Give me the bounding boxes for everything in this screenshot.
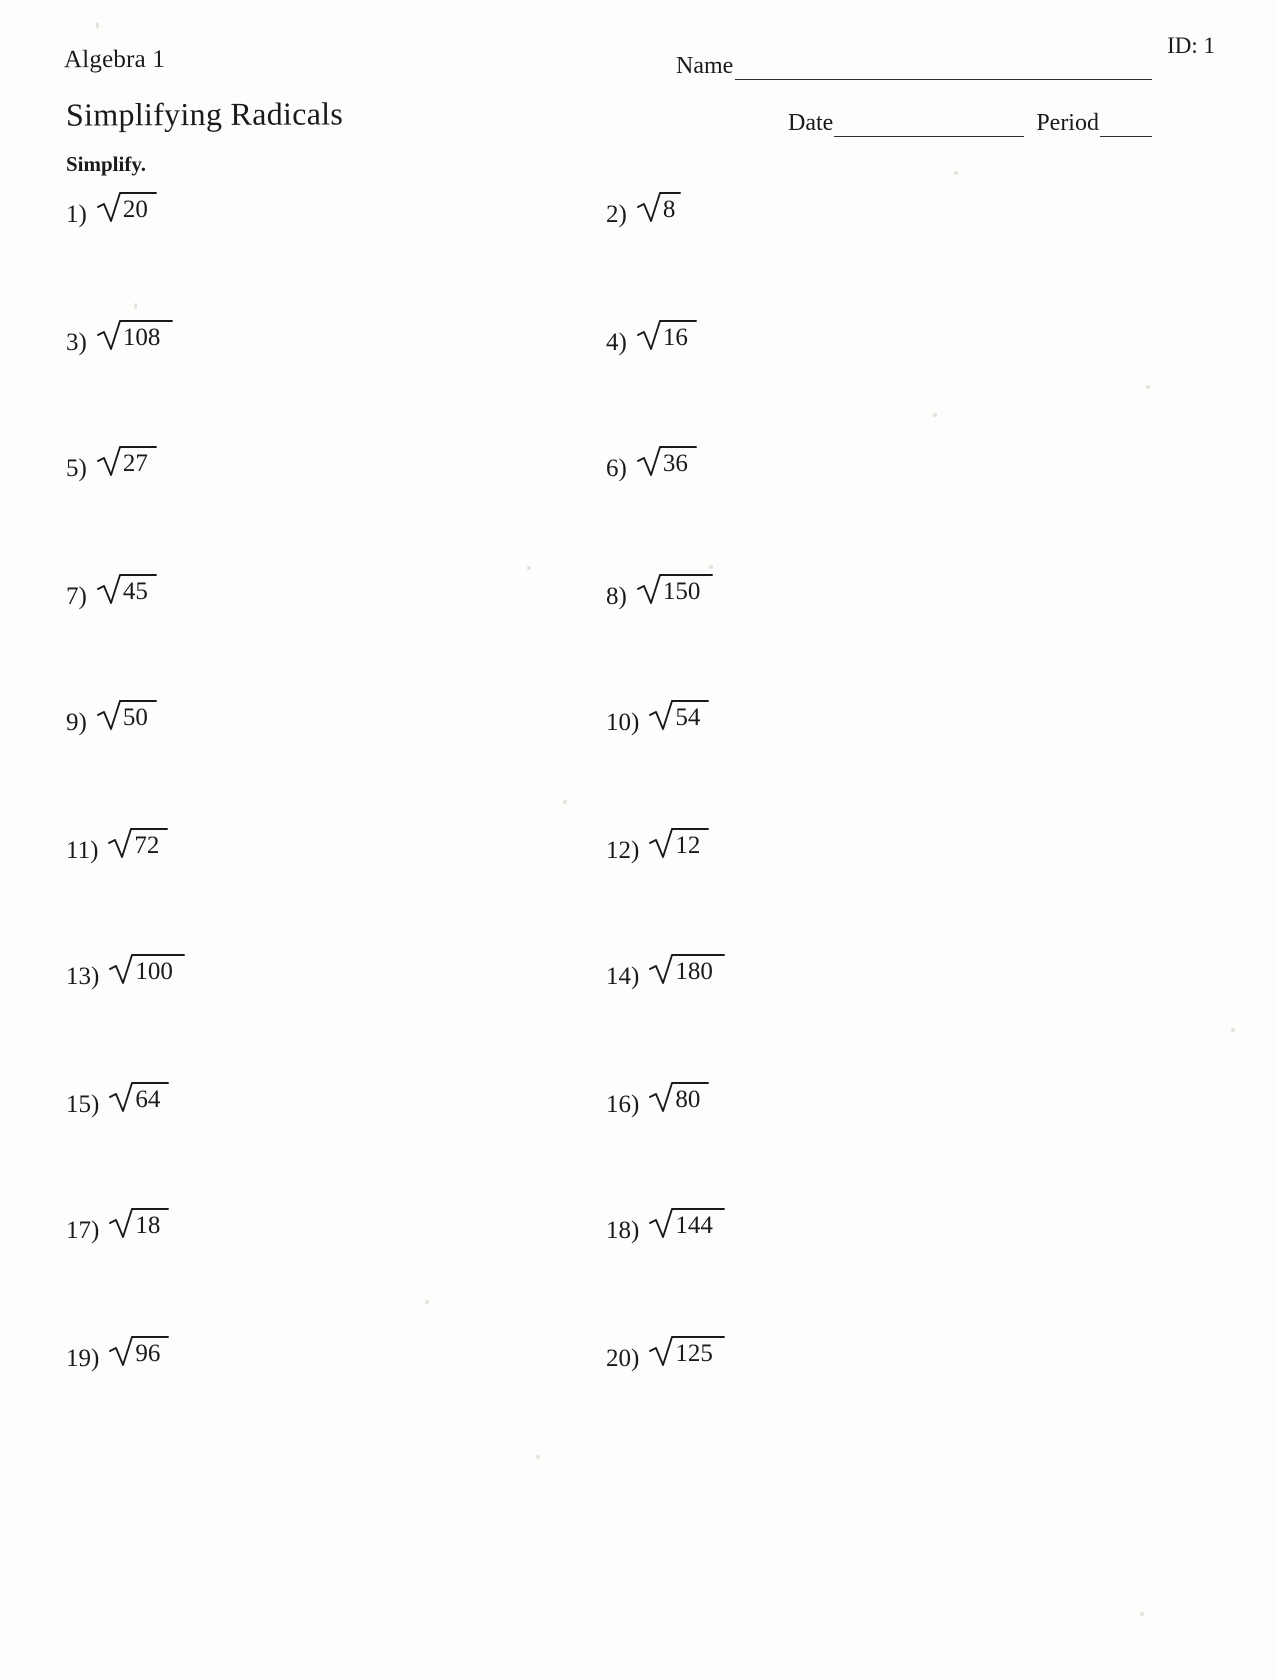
period-input-line[interactable]: [1100, 116, 1152, 137]
scan-speck: [96, 22, 99, 29]
problem-item: [606, 570, 714, 611]
problem-row: [0, 1204, 1275, 1331]
problem-number: 8): [606, 583, 627, 610]
problem-row: [0, 696, 1275, 823]
radical-icon: [648, 1334, 726, 1368]
radical-icon: [636, 190, 682, 224]
radicand-value: 100: [135, 958, 173, 985]
problem-item: [66, 1204, 170, 1245]
radicand-value: 80: [675, 1086, 701, 1113]
radicand-value: 150: [662, 578, 701, 605]
radical-icon: [648, 1206, 726, 1240]
problem-row: [0, 950, 1275, 1077]
name-input-line[interactable]: [735, 59, 1152, 80]
problem-number: 4): [606, 329, 627, 356]
problem-item: [606, 1078, 710, 1119]
problem-item: [606, 1204, 726, 1245]
problem-number: 11): [66, 837, 99, 864]
radicand-value: 36: [662, 450, 688, 477]
course-name: Algebra 1: [63, 45, 166, 74]
problem-number: 13): [66, 963, 100, 990]
problem-number: 16): [606, 1091, 640, 1118]
problem-item: [66, 570, 158, 611]
radical-icon: [636, 444, 698, 478]
radical-icon: [648, 698, 710, 732]
radical-icon: [96, 444, 158, 478]
page-title: Simplifying Radicals: [65, 95, 344, 133]
radical-icon: [108, 952, 186, 986]
radical-icon: [636, 318, 698, 352]
radical-icon: [96, 318, 174, 352]
problem-number: 6): [606, 455, 627, 482]
radicand-value: 45: [122, 578, 148, 605]
radicand-value: 108: [122, 324, 161, 351]
problem-item: [606, 696, 710, 737]
problem-item: [66, 950, 186, 991]
problem-item: [66, 316, 174, 357]
radicand-value: 180: [675, 958, 713, 985]
problem-item: [606, 442, 698, 483]
radicand-value: 125: [675, 1340, 713, 1367]
problem-number: 3): [66, 329, 87, 356]
radical-icon: [107, 826, 169, 860]
radicand-value: 54: [675, 704, 701, 731]
problem-item: [606, 824, 710, 865]
problem-item: [66, 442, 158, 483]
problem-item: [66, 1078, 170, 1119]
problem-number: 14): [606, 963, 640, 990]
problem-item: [66, 1332, 170, 1373]
name-field-row[interactable]: [676, 53, 1152, 80]
radical-icon: [648, 1080, 710, 1114]
period-label: Period: [1036, 110, 1099, 136]
radical-icon: [648, 952, 726, 986]
radicand-value: 64: [135, 1086, 161, 1113]
problem-row: [0, 316, 1275, 443]
date-label: Date: [788, 110, 834, 136]
problem-row: [0, 442, 1275, 569]
problem-list: [0, 188, 1275, 1458]
radicand-value: 72: [134, 832, 160, 859]
radicand-value: 27: [122, 450, 148, 477]
problem-number: 20): [606, 1345, 640, 1372]
radicand-value: 12: [675, 832, 701, 859]
radical-icon: [108, 1080, 170, 1114]
worksheet-id: ID: 1: [1167, 33, 1215, 58]
problem-item: [66, 696, 158, 737]
problem-row: [0, 1078, 1275, 1205]
date-input-line[interactable]: [834, 116, 1024, 137]
problem-row: [0, 188, 1275, 315]
problem-item: [606, 316, 698, 357]
problem-row: [0, 824, 1275, 951]
problem-number: 17): [66, 1217, 100, 1244]
radical-icon: [636, 572, 714, 606]
problem-item: [606, 950, 726, 991]
radical-icon: [108, 1206, 170, 1240]
problem-number: 9): [66, 709, 87, 736]
problem-number: 12): [606, 837, 640, 864]
problem-item: [606, 1332, 726, 1373]
instruction-text: Simplify.: [66, 152, 146, 176]
radicand-value: 144: [675, 1212, 713, 1239]
problem-number: 7): [66, 583, 87, 610]
radicand-value: 20: [122, 196, 148, 223]
scan-speck: [954, 171, 958, 175]
radical-icon: [108, 1334, 170, 1368]
radicand-value: 18: [135, 1212, 161, 1239]
radicand-value: 16: [662, 324, 688, 351]
problem-number: 1): [66, 201, 87, 228]
radicand-value: 50: [122, 704, 148, 731]
problem-item: [606, 188, 682, 229]
problem-number: 10): [606, 709, 640, 736]
problem-item: [66, 188, 158, 229]
scan-speck: [1140, 1612, 1144, 1616]
radical-icon: [96, 572, 158, 606]
radicand-value: 8: [662, 196, 676, 223]
problem-number: 18): [606, 1217, 640, 1244]
problem-number: 15): [66, 1091, 100, 1118]
problem-row: [0, 1332, 1275, 1459]
radical-icon: [648, 826, 710, 860]
problem-number: 2): [606, 201, 627, 228]
problem-row: [0, 570, 1275, 697]
problem-number: 19): [66, 1345, 100, 1372]
radical-icon: [96, 698, 158, 732]
date-period-field-row[interactable]: [788, 110, 1152, 137]
radical-icon: [96, 190, 158, 224]
problem-item: [66, 824, 169, 865]
radicand-value: 96: [135, 1340, 161, 1367]
problem-number: 5): [66, 455, 87, 482]
name-label: Name: [676, 53, 734, 79]
